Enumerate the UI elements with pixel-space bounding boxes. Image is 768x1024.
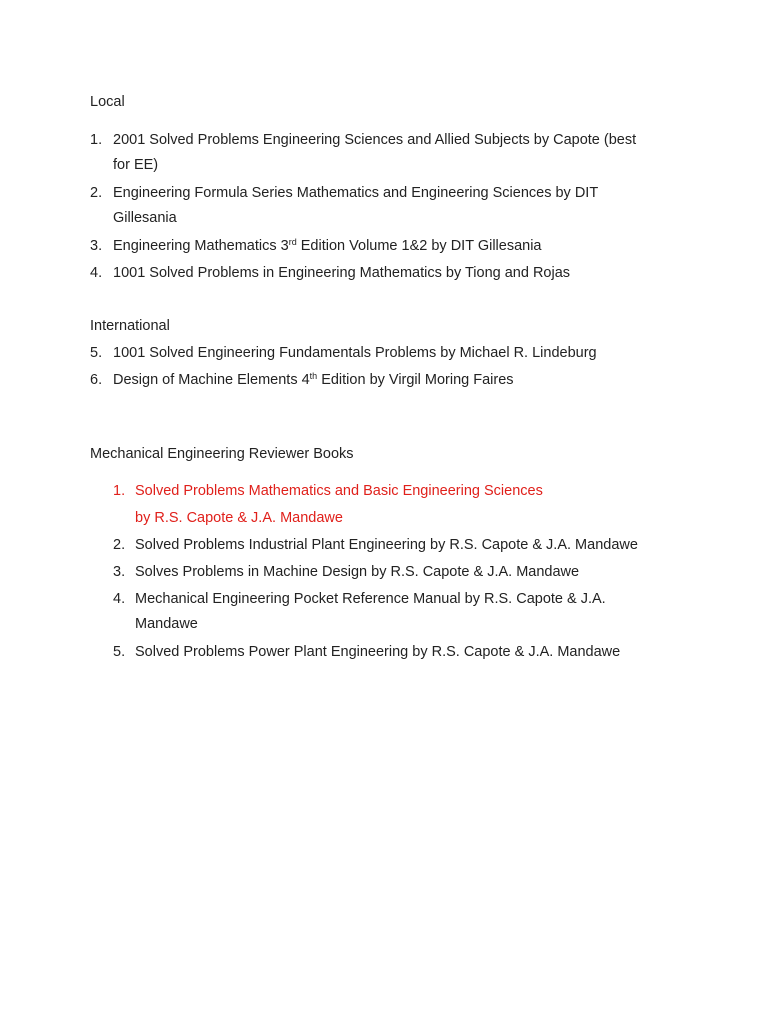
list-number: 2. <box>113 537 126 553</box>
list-number: 4. <box>113 591 126 607</box>
list-item <box>113 532 638 558</box>
list-number: 3. <box>90 238 103 254</box>
list-number: 3. <box>113 564 126 580</box>
list-item-highlighted <box>113 478 543 531</box>
list-item <box>90 127 636 178</box>
list-item <box>113 639 620 665</box>
list-text-line <box>90 233 542 259</box>
list-text-line: Mandawe <box>135 616 198 632</box>
text-part: Edition Volume 1&2 by DIT Gillesania <box>296 238 542 254</box>
list-item <box>90 340 597 366</box>
list-text-line: 2001 Solved Problems Engineering Sciences and Allied Subjects by Capote (best <box>113 132 637 148</box>
superscript: rd <box>288 237 297 247</box>
list-number: 1. <box>113 483 126 499</box>
list-number: 6. <box>90 372 103 388</box>
list-number: 5. <box>90 345 103 361</box>
list-text-line: Gillesania <box>113 210 177 226</box>
list-text-line: Engineering Formula Series Mathematics and Engineering Sciences by DIT <box>113 185 599 201</box>
list-text-line: Solved Problems Mathematics and Basic Engineering Sciences <box>135 483 543 499</box>
section-heading-local: Local <box>90 94 125 110</box>
section-heading-mechanical: Mechanical Engineering Reviewer Books <box>90 446 354 462</box>
list-item <box>113 559 579 585</box>
list-number: 1. <box>90 132 103 148</box>
list-text-line: 1001 Solved Engineering Fundamentals Problems by Michael R. Lindeburg <box>113 345 597 361</box>
list-text-line: Solved Problems Industrial Plant Engineering by R.S. Capote & J.A. Mandawe <box>135 537 638 553</box>
list-text-line: Solves Problems in Machine Design by R.S. Capote & J.A. Mandawe <box>135 564 580 580</box>
list-text-line: for EE) <box>113 157 159 173</box>
list-text-line <box>90 367 514 393</box>
superscript: th <box>309 371 318 381</box>
list-item <box>90 180 598 231</box>
text-part: Design of Machine Elements 4 <box>113 372 310 388</box>
list-number: 4. <box>90 265 103 281</box>
text-part: Edition by Virgil Moring Faires <box>317 372 514 388</box>
list-text-line: Solved Problems Power Plant Engineering by R.S. Capote & J.A. Mandawe <box>135 644 621 660</box>
list-text-line: by R.S. Capote & J.A. Mandawe <box>135 510 343 526</box>
list-item <box>113 586 606 637</box>
section-heading-international: International <box>90 318 170 334</box>
text-part: Engineering Mathematics 3 <box>113 238 289 254</box>
list-item <box>90 367 514 393</box>
list-text-line: Mechanical Engineering Pocket Reference Manual by R.S. Capote & J.A. <box>135 591 606 607</box>
list-number: 5. <box>113 644 126 660</box>
list-text-line: 1001 Solved Problems in Engineering Mathematics by Tiong and Rojas <box>113 265 571 281</box>
list-item <box>90 233 542 259</box>
list-item <box>90 260 570 286</box>
list-number: 2. <box>90 185 103 201</box>
